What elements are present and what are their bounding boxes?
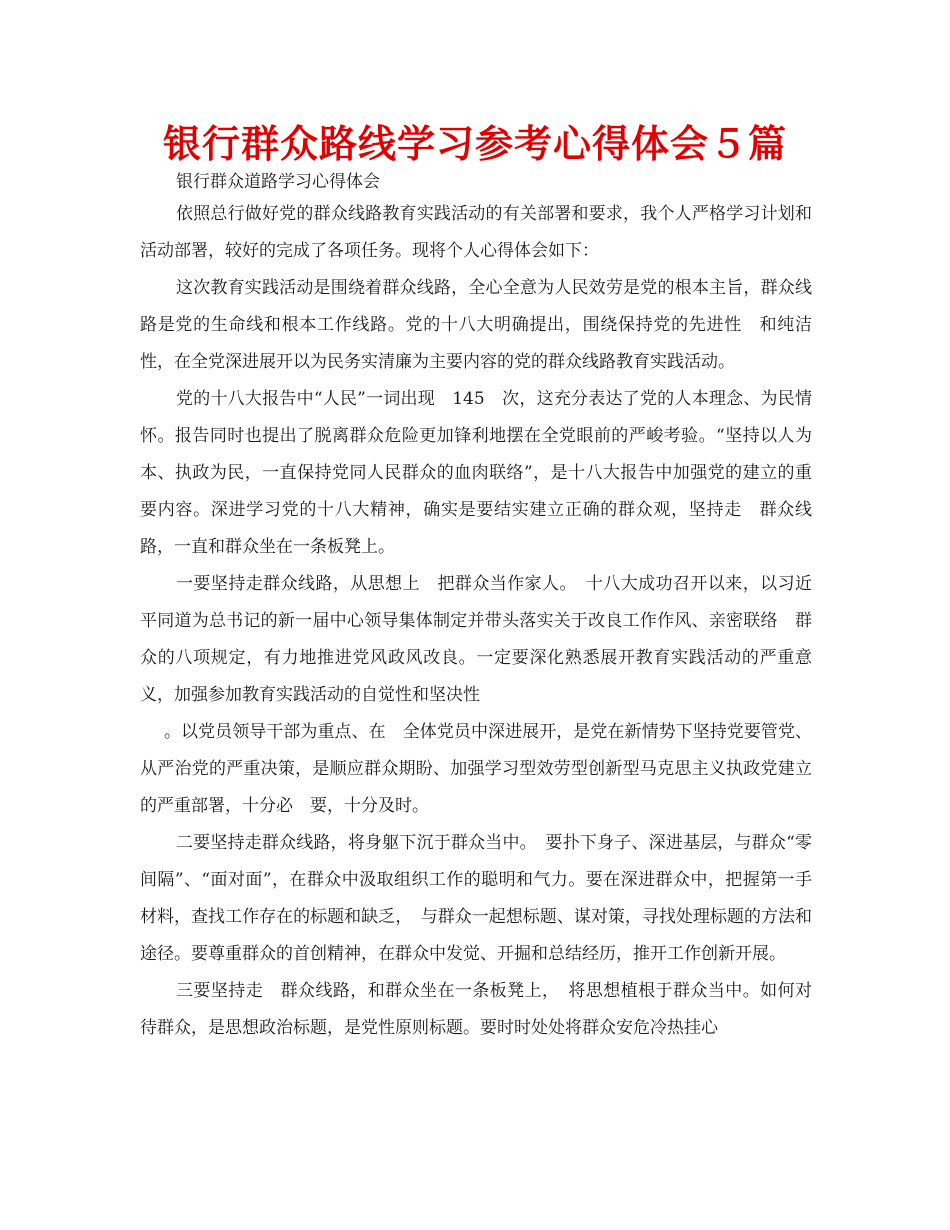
document-subtitle: 银行群众道路学习心得体会: [176, 172, 380, 192]
paragraph: 三要坚持走 群众线路，和群众坐在一条板凳上， 将思想植根于群众当中。如何对待群众，是思想政治标题，是党性原则标题。要时时处处将群众安危冷热挂心: [140, 981, 812, 1038]
document-body: [140, 196, 829, 1047]
paragraph: 。以党员领导干部为重点、在 全体党员中深进展开，是党在新情势下坚持党要管党、从严治党的严重决策，是顺应群众期盼、加强学习型效劳型创新型马克思主义执政党建立的严重部署，十分必 要，十分及时。: [140, 722, 812, 816]
paragraph: 依照总行做好党的群众线路教育实践活动的有关部署和要求，我个人严格学习计划和活动部署，较好的完成了各项任务。现将个人心得体会如下：: [140, 204, 812, 261]
paragraph: 这次教育实践活动是围绕着群众线路，全心全意为人民效劳是党的根本主旨，群众线路是党的生命线和根本工作线路。党的十八大明确提出，围绕保持党的先进性 和纯洁性，在全党深进展开以为民务实清廉为主要内容的党的群众线路教育实践活动。: [140, 278, 812, 372]
paragraph: 一要坚持走群众线路，从思想上 把群众当作家人。 十八大成功召开以来，以习近平同道为总书记的新一届中心领导集体制定并带头落实关于改良工作作风、亲密联络 群众的八项规定，有力地推进党风政风改良。一定要深化熟悉展开教育实践活动的严重意义，加强参加教育实践活动的自觉性和坚决性: [140, 574, 812, 705]
paragraph: 二要坚持走群众线路，将身躯下沉于群众当中。 要扑下身子、深进基层，与群众“零间隔”、“面对面”，在群众中汲取组织工作的聪明和气力。要在深进群众中，把握第一手材料，查找工作存在的标题和缺乏， 与群众一起想标题、谋对策，寻找处理标题的方法和途径。要尊重群众的首创精神，在群众中发觉、开掘和总结经历，推开工作创新开展。: [140, 833, 812, 964]
paragraph: 党的十八大报告中“人民”一词出现 145 次，这充分表达了党的人本理念、为民情怀。报告同时也提出了脱离群众危险更加锋利地摆在全党眼前的严峻考验。“坚持以人为本、执政为民，一直保持党同人民群众的血肉联络”，是十八大报告中加强党的建立的重 要内容。深进学习党的十八大精神，确实是要结实建立正确的群众观，坚持走 群众线路，一直和群众坐在一条板凳上。: [140, 389, 829, 557]
document-title: 银行群众路线学习参考心得体会５篇: [162, 122, 787, 166]
